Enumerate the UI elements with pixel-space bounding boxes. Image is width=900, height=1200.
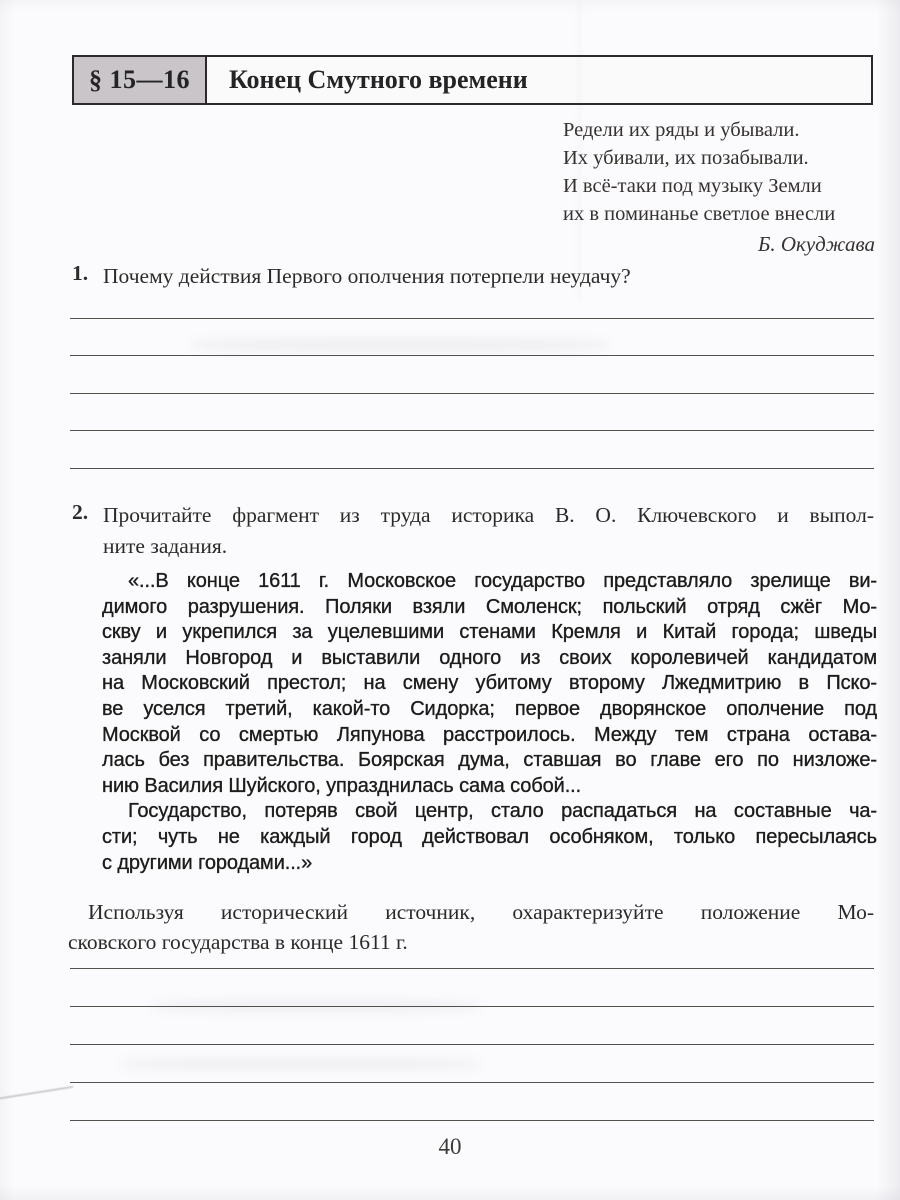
quote-paragraph-1-line: на Московский престол; на смену убитому второму Лжедмитрию в Пско- bbox=[102, 672, 877, 695]
source-quote bbox=[102, 569, 877, 876]
epigraph-author: Б. Окуджава bbox=[758, 232, 875, 256]
question-2 bbox=[72, 500, 874, 562]
quote-paragraph-1-line: скву и укрепился за уцелевшими стенами Кремля и Китай города; шведы bbox=[102, 621, 877, 644]
epigraph-lines-line: их в поминанье светлое внесли bbox=[563, 203, 836, 225]
question-1-text-line: Почему действия Первого ополчения потерпели неудачу? bbox=[103, 264, 631, 288]
quote-paragraph-1-line: «...В конце 1611 г. Московское государство представляло зрелище ви- bbox=[128, 570, 877, 592]
epigraph-lines-line: И всё-таки под музыку Земли bbox=[563, 175, 822, 197]
task-instruction-line: Используя исторический источник, охарактеризуйте положение Мо- bbox=[88, 900, 874, 924]
answer-rule-line bbox=[70, 1083, 874, 1121]
quote-paragraph-2-line: сти; чуть не каждый город действовал особняком, только пересылаясь bbox=[102, 825, 877, 848]
section-title: Конец Смутного времени bbox=[229, 65, 528, 94]
quote-paragraph-1-line: димого разрушения. Поляки взяли Смоленск; польский отряд сжёг Мо- bbox=[102, 595, 877, 618]
quote-paragraph-2 bbox=[102, 799, 877, 876]
task-instruction-line: сковского государства в конце 1611 г. bbox=[68, 930, 408, 954]
answer-rule-line bbox=[70, 394, 874, 432]
answer-rules-question-1 bbox=[70, 281, 874, 469]
epigraph bbox=[563, 116, 877, 258]
scan-bleed-smudge bbox=[150, 1000, 480, 1012]
answer-rule-line bbox=[70, 931, 874, 969]
quote-paragraph-1 bbox=[102, 569, 877, 799]
scan-fold-line bbox=[0, 1086, 73, 1100]
answer-rule-line bbox=[70, 281, 874, 319]
quote-paragraph-1-line: нию Василия Шуйского, упразднилась сама собой... bbox=[102, 774, 582, 797]
section-header-box bbox=[72, 55, 873, 105]
answer-rule-line bbox=[70, 431, 874, 469]
quote-paragraph-2-line: Государство, потеряв свой центр, стало распадаться на составные ча- bbox=[128, 800, 877, 823]
quote-paragraph-1-line: Москвой со смертью Ляпунова расстроилось. Между тем страна остава- bbox=[102, 723, 877, 746]
page-number: 40 bbox=[438, 1134, 462, 1159]
epigraph-lines-line: Редели их ряды и убывали. bbox=[563, 119, 800, 141]
question-2-number: 2. bbox=[72, 500, 89, 524]
quote-paragraph-2-line: с другими городами...» bbox=[102, 851, 313, 874]
question-1-number: 1. bbox=[72, 261, 89, 285]
quote-paragraph-1-line: заняли Новгород и выставили одного из своих королевичей кандидатом bbox=[102, 646, 877, 669]
question-2-text-line: Прочитайте фрагмент из труда историка В. О. Ключевского и выпол- bbox=[103, 503, 874, 527]
epigraph-lines bbox=[563, 116, 877, 228]
answer-rule-line bbox=[70, 1007, 874, 1045]
scan-bleed-smudge bbox=[120, 1058, 480, 1070]
scan-bleed-smudge bbox=[190, 338, 610, 352]
scan-crease bbox=[578, 0, 581, 300]
question-2-text bbox=[103, 500, 874, 562]
quote-paragraph-1-line: лась без правительства. Боярская дума, ставшая во главе его по низложе- bbox=[102, 749, 877, 772]
answer-rules-task bbox=[70, 931, 874, 1121]
answer-rule-line bbox=[70, 356, 874, 394]
question-2-text-line: ните задания. bbox=[103, 534, 228, 558]
section-number-label: § 15—16 bbox=[74, 57, 207, 103]
epigraph-lines-line: Их убивали, их позабывали. bbox=[563, 147, 809, 169]
quote-paragraph-1-line: ве уселся третий, какой-то Сидорка; первое дворянское ополчение под bbox=[102, 697, 877, 720]
